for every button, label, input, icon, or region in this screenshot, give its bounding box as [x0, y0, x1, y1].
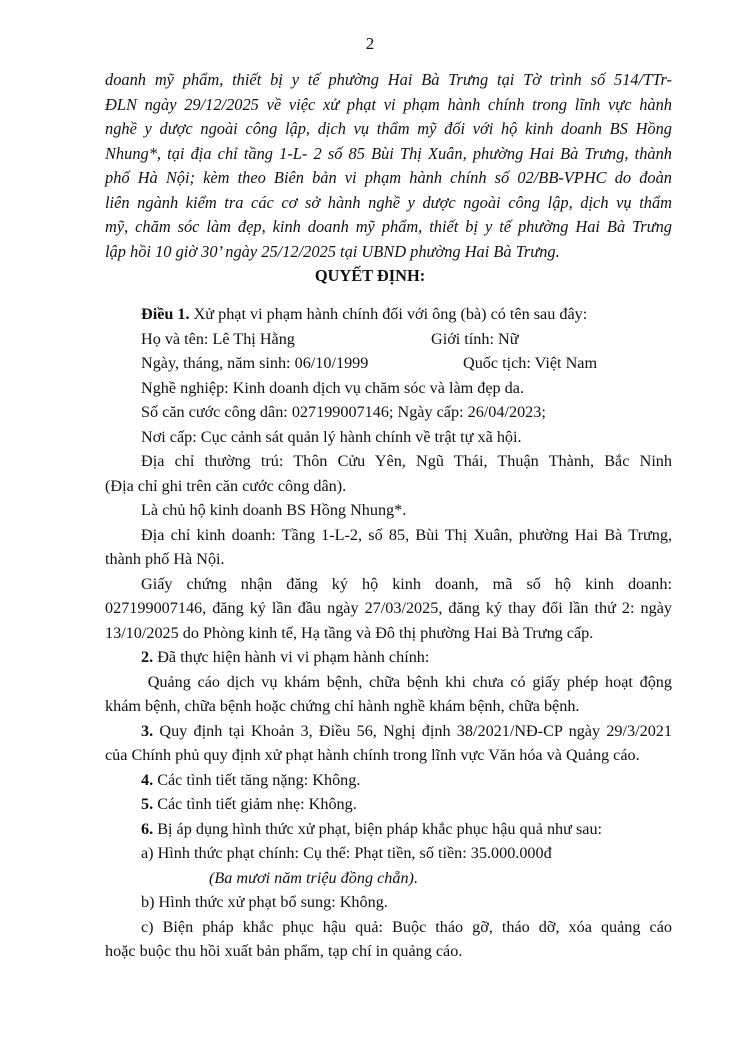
person-name: Họ và tên: Lê Thị Hằng — [141, 329, 295, 348]
item-6-c-line-1: c) Biện pháp khắc phục hậu quả: Buộc tháo gỡ, tháo dỡ, xóa quảng cáo — [141, 917, 672, 936]
intro-line: doanh mỹ phẩm, thiết bị y tế phường Hai Bà Trưng tại Tờ trình số 514/TTr- — [105, 70, 672, 89]
item-2-num: 2. — [141, 648, 154, 666]
item-6-a: a) Hình thức phạt chính: Cụ thể: Phạt tiền, số tiền: 35.000.000đ — [141, 844, 552, 862]
item-4-text: Các tình tiết tăng nặng: Không. — [153, 770, 361, 789]
intro-line: mỹ, chăm sóc làm đẹp, kinh doanh mỹ phẩm, thiết bị y tế phường Hai Bà Trưng — [105, 217, 672, 236]
item-6 — [105, 817, 672, 842]
dob-nationality-row — [105, 351, 672, 376]
decision-body — [105, 302, 672, 964]
license-line-2: 027199007146, đăng ký lần đầu ngày 27/03/2025, đăng ký thay đổi lần thứ 2: ngày — [105, 599, 672, 617]
item-3-line-2: của Chính phủ quy định xử phạt hành chính trong lĩnh vực Văn hóa và Quảng cáo. — [105, 746, 640, 764]
person-gender: Giới tính: Nữ — [431, 329, 519, 348]
page-number: 2 — [365, 34, 375, 53]
name-gender-row — [105, 327, 672, 352]
item-6-c-line-2: hoặc buộc thu hồi xuất bản phẩm, tạp chí in quảng cáo. — [105, 942, 463, 960]
intro-line: Nhung*, tại địa chỉ tầng 1-L- 2 số 85 Bùi Thị Xuân, phường Hai Bà Trưng, thành — [105, 143, 672, 163]
item-5-text: Các tình tiết giảm nhẹ: Không. — [153, 795, 357, 813]
article-1-label: Điều 1. — [141, 305, 190, 323]
item-4 — [105, 768, 672, 793]
license-line-1: Giấy chứng nhận đăng ký hộ kinh doanh, mã số hộ kinh doanh: — [141, 574, 672, 593]
item-5-num: 5. — [141, 795, 154, 813]
person-occupation: Nghề nghiệp: Kinh doanh dịch vụ chăm sóc và làm đẹp da. — [141, 378, 525, 397]
item-3-num: 3. — [141, 721, 154, 740]
item-3-line-1 — [105, 719, 672, 744]
intro-paragraph — [105, 68, 672, 264]
item-3-text: Quy định tại Khoản 3, Điều 56, Nghị định 38/2021/NĐ-CP ngày 29/3/2021 — [153, 721, 672, 740]
decision-title: QUYẾT ĐỊNH: — [314, 266, 426, 285]
intro-line: ĐLN ngày 29/12/2025 về việc xử phạt vi phạm hành chính trong lĩnh vực hành — [105, 94, 672, 114]
person-nationality: Quốc tịch: Việt Nam — [463, 354, 598, 372]
person-id-issuer: Nơi cấp: Cục cảnh sát quản lý hành chính về trật tự xã hội. — [141, 427, 522, 446]
item-6-text: Bị áp dụng hình thức xử phạt, biện pháp khắc phục hậu quả như sau: — [153, 819, 603, 838]
license-line-3: 13/10/2025 do Phòng kinh tế, Hạ tầng và Đô thị phường Hai Bà Trưng cấp. — [105, 623, 594, 642]
item-6-b: b) Hình thức xử phạt bổ sung: Không. — [141, 893, 388, 911]
business-owner: Là chủ hộ kinh doanh BS Hồng Nhung*. — [141, 501, 407, 519]
business-address-line-1: Địa chỉ kinh doanh: Tầng 1-L-2, số 85, Bùi Thị Xuân, phường Hai Bà Trưng, — [141, 525, 672, 544]
item-2-detail-line-2: khám bệnh, chữa bệnh hoặc chứng chỉ hành nghề khám bệnh, chữa bệnh. — [105, 697, 580, 715]
address-line-1: Địa chỉ thường trú: Thôn Cửu Yên, Ngũ Thái, Thuận Thành, Bắc Ninh — [141, 452, 672, 470]
item-2-detail-line-1: Quảng cáo dịch vụ khám bệnh, chữa bệnh khi chưa có giấy phép hoạt động — [141, 672, 672, 691]
intro-line: liên ngành kiểm tra các cơ sở hành nghề y dược ngoài công lập, dịch vụ thẩm — [105, 192, 672, 212]
item-4-num: 4. — [141, 770, 154, 789]
article-1 — [105, 302, 672, 327]
intro-line: lập hồi 10 giờ 30’ ngày 25/12/2025 tại UBND phường Hai Bà Trưng. — [105, 241, 560, 261]
intro-line: nghề y dược ngoài công lập, dịch vụ thẩm mỹ đối với hộ kinh doanh BS Hồng — [105, 119, 672, 138]
person-dob: Ngày, tháng, năm sinh: 06/10/1999 — [141, 354, 369, 372]
item-6-num: 6. — [141, 819, 154, 838]
item-2 — [105, 645, 672, 670]
business-address-line-2: thành phố Hà Nội. — [105, 550, 225, 568]
address-line-2: (Địa chỉ ghi trên căn cước công dân). — [105, 476, 347, 495]
person-id-number: Số căn cước công dân: 027199007146; Ngày cấp: 26/04/2023; — [141, 403, 546, 421]
intro-line: phố Hà Nội; kèm theo Biên bản vi phạm hành chính số 02/BB-VPHC do đoàn — [105, 168, 672, 187]
article-1-text: Xử phạt vi phạm hành chính đối với ông (bà) có tên sau đây: — [189, 305, 588, 323]
item-2-text: Đã thực hiện hành vi vi phạm hành chính: — [153, 648, 430, 666]
item-5 — [105, 792, 672, 817]
fine-amount-in-words: (Ba mươi năm triệu đồng chẵn). — [209, 868, 418, 887]
